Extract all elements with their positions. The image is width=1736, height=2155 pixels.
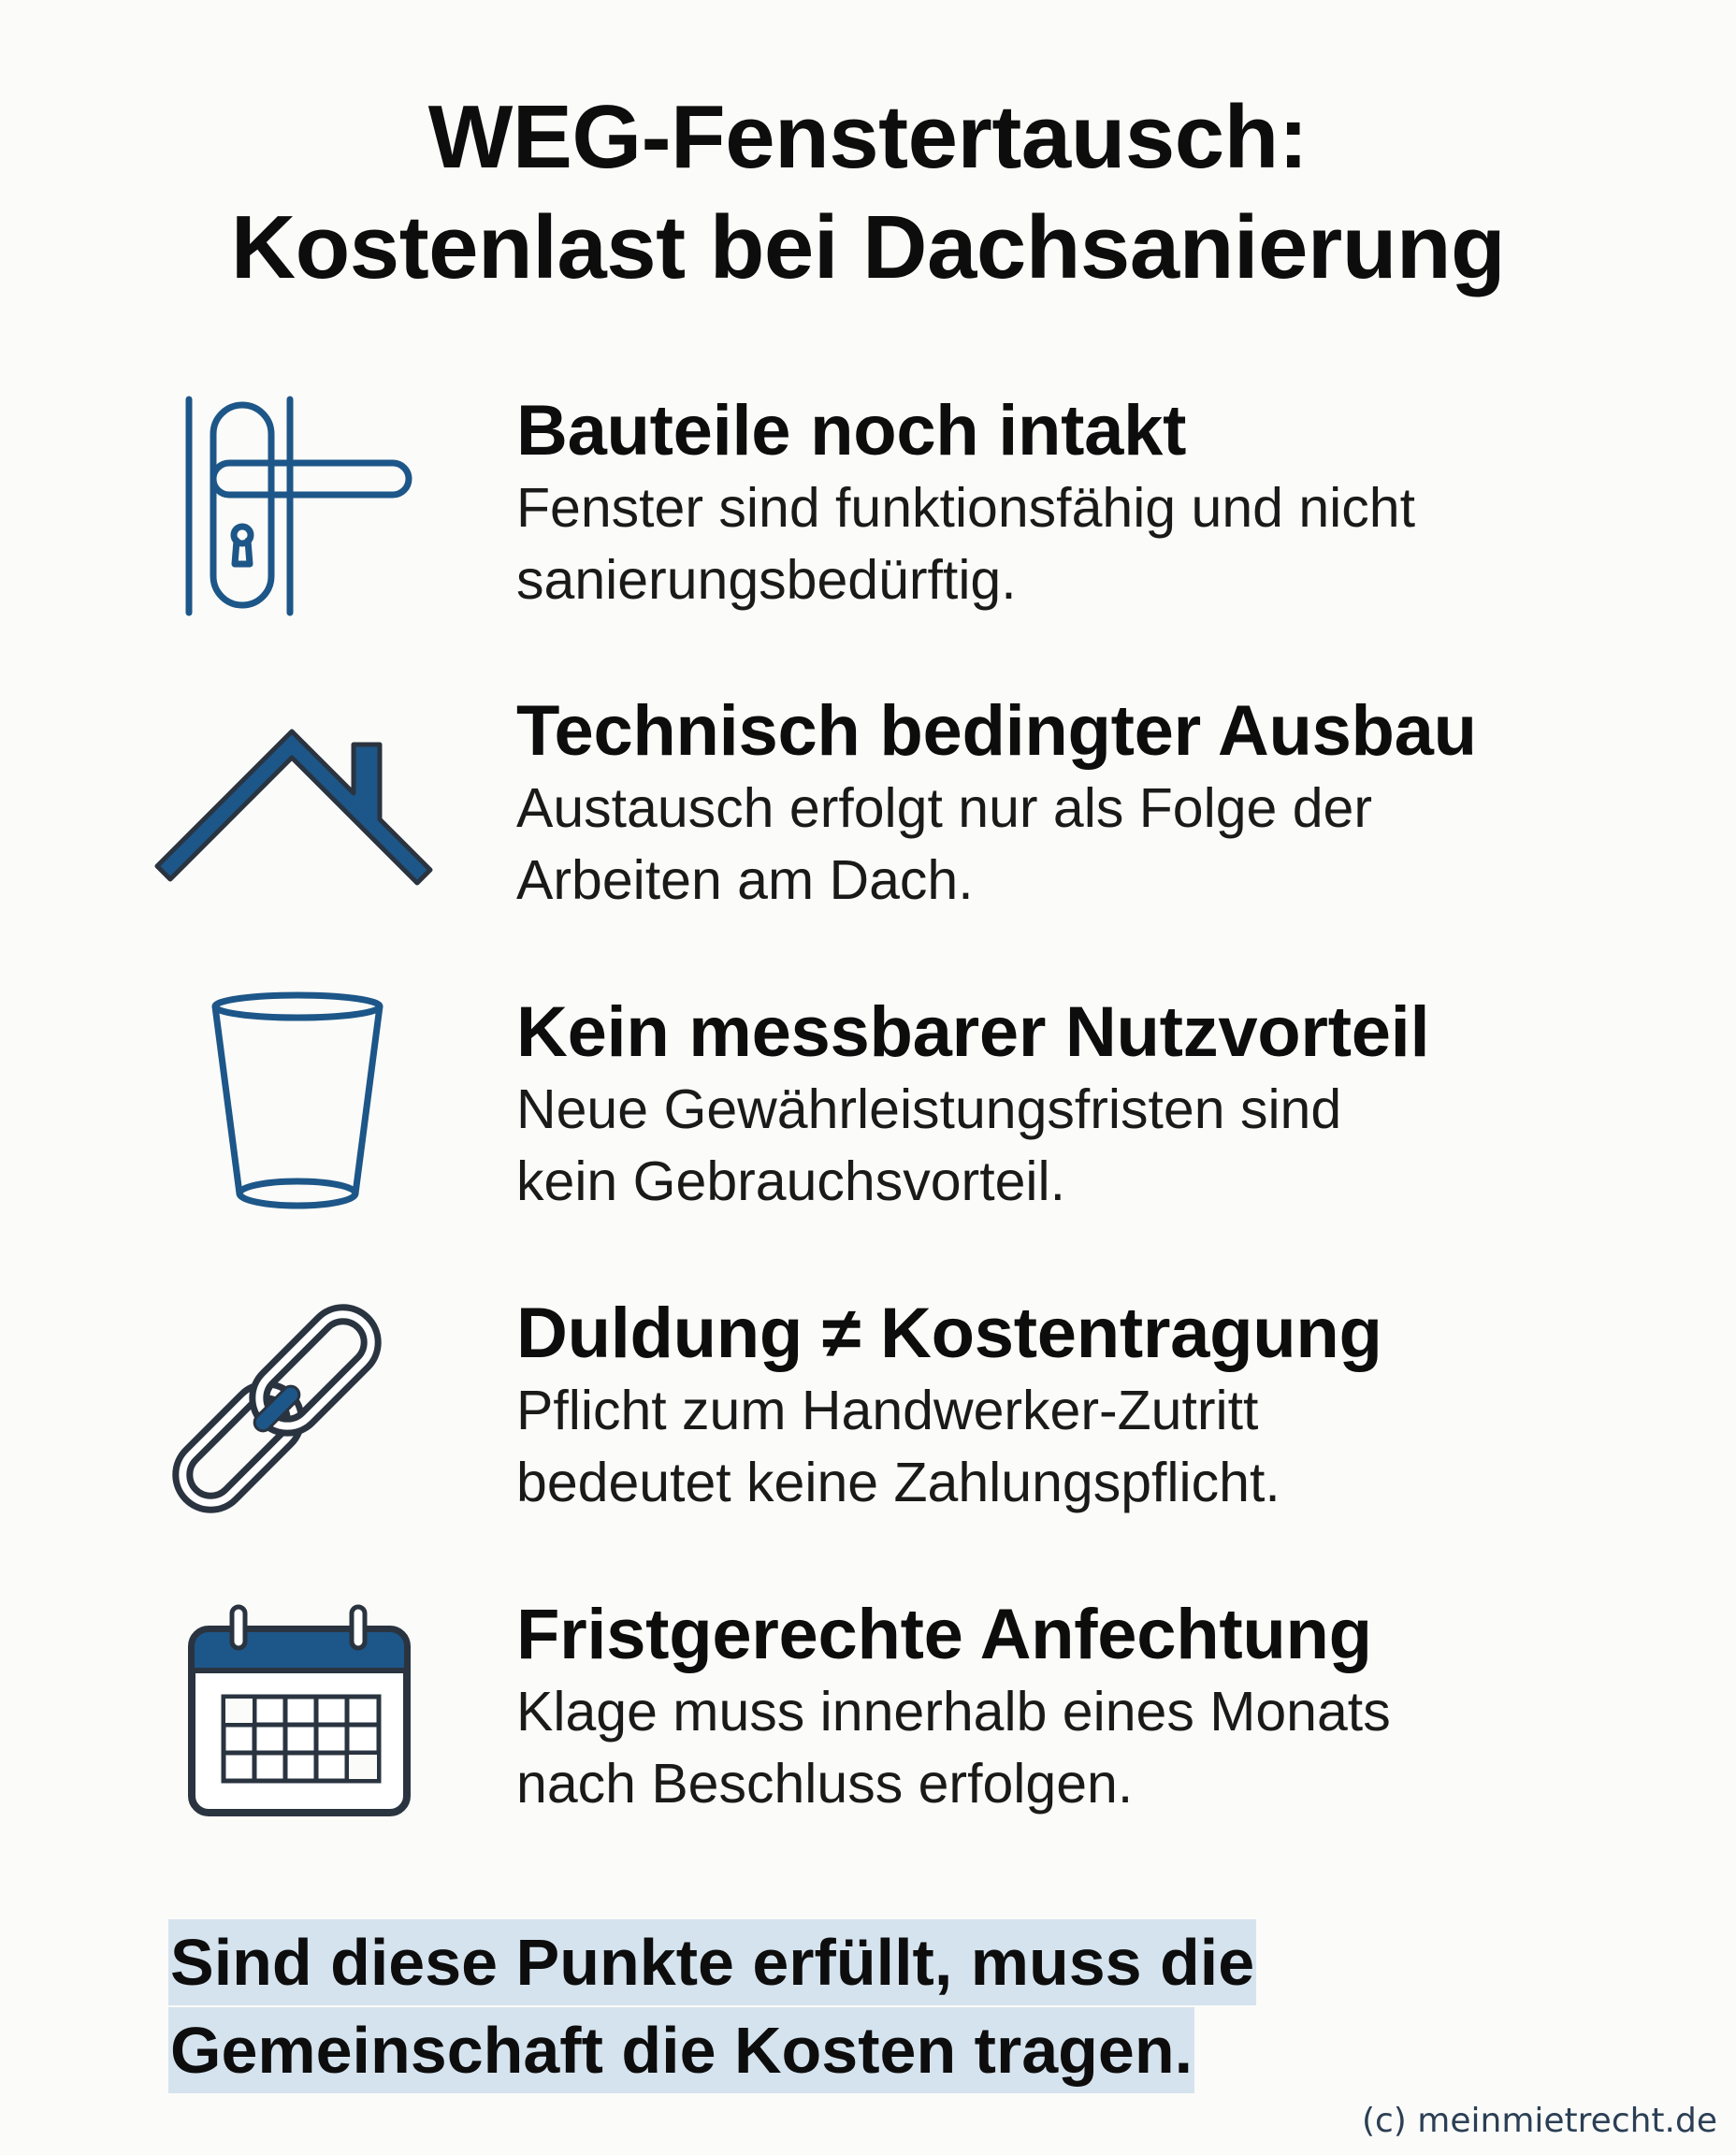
list-item — [0, 1291, 1736, 1515]
item-description-line-2: sanierungsbedürftig. — [516, 549, 1017, 611]
calendar-icon — [140, 1592, 458, 1816]
title-line-1: WEG-Fenstertausch: — [427, 87, 1309, 187]
item-description-line-1: Neue Gewährleistungsfristen sind — [516, 1078, 1342, 1140]
item-description-line-2: bedeutet keine Zahlungspflicht. — [516, 1452, 1280, 1513]
roof-icon — [140, 688, 458, 913]
conclusion-statement — [168, 1919, 1256, 2095]
item-description-line-1: Fenster sind funktionsfähig und nicht — [516, 477, 1415, 539]
list-item — [0, 990, 1736, 1214]
list-item — [0, 1592, 1736, 1816]
item-heading: Duldung ≠ Kostentragung — [516, 1294, 1382, 1373]
conclusion-line-1: Sind diese Punkte erfüllt, muss die — [168, 1919, 1256, 2005]
item-heading: Fristgerechte Anfechtung — [516, 1595, 1372, 1674]
empty-glass-icon — [140, 990, 458, 1214]
item-heading: Technisch bedingter Ausbau — [516, 691, 1477, 771]
item-heading: Kein messbarer Nutzvorteil — [516, 992, 1430, 1072]
conclusion-line-2: Gemeinschaft die Kosten tragen. — [168, 2007, 1194, 2093]
title-line-2: Kostenlast bei Dachsanierung — [230, 197, 1506, 297]
chain-link-icon — [140, 1291, 458, 1515]
item-description-line-1: Pflicht zum Handwerker-Zutritt — [516, 1380, 1259, 1441]
item-description-line-2: Arbeiten am Dach. — [516, 849, 974, 911]
item-description-line-1: Austausch erfolgt nur als Folge der — [516, 777, 1372, 839]
copyright-footer: (c) meinmietrecht.de — [1361, 2102, 1717, 2140]
list-item — [0, 388, 1736, 613]
list-item — [0, 688, 1736, 913]
item-heading: Bauteile noch intakt — [516, 391, 1187, 470]
page-title — [0, 82, 1736, 303]
item-description-line-1: Klage muss innerhalb eines Monats — [516, 1681, 1391, 1743]
item-description-line-2: nach Beschluss erfolgen. — [516, 1753, 1134, 1815]
door-handle-icon — [140, 388, 458, 613]
item-description-line-2: kein Gebrauchsvorteil. — [516, 1150, 1066, 1212]
